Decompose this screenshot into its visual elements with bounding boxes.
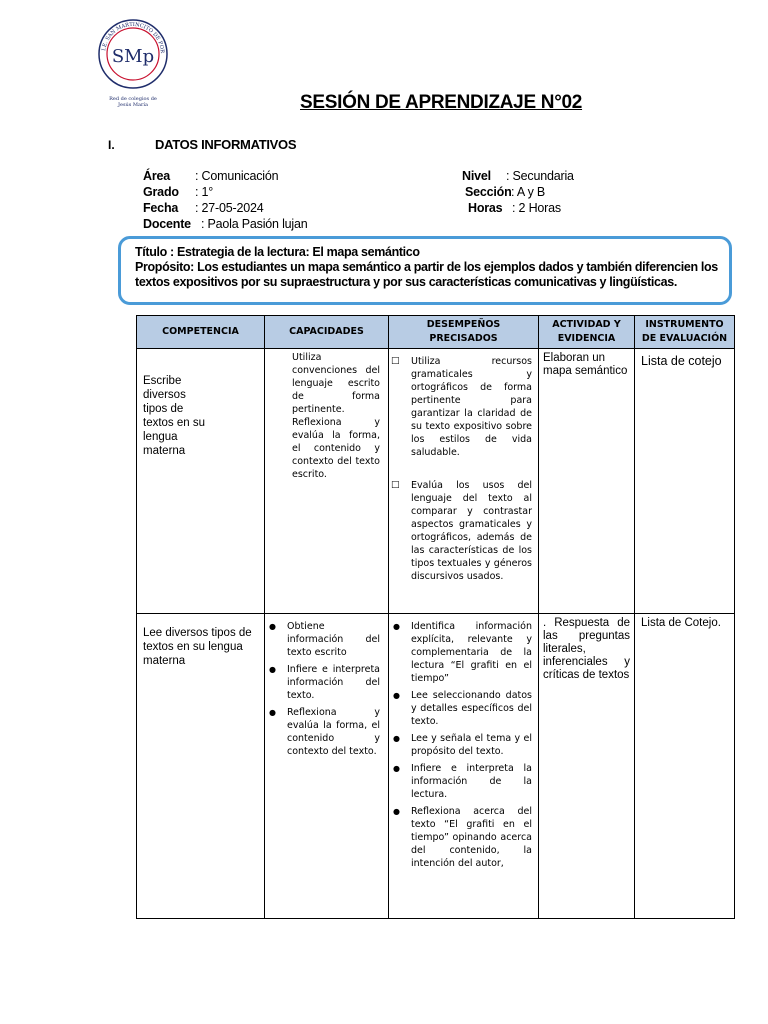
actividad-text: . Respuesta de las preguntas literales, inferenciales y críticas de textos (543, 617, 630, 681)
title-line (135, 245, 719, 260)
info-value: : 1° (195, 185, 214, 199)
school-logo (96, 12, 170, 112)
titulo-value: Estrategia de la lectura: El mapa semántico (176, 245, 420, 259)
cell-desempenos (389, 614, 539, 919)
info-label: Horas (468, 201, 503, 215)
info-value: : 27-05-2024 (195, 201, 264, 215)
info-label: Nivel (462, 169, 491, 183)
proposito-label: Propósito: (135, 260, 194, 274)
desempeno-item: ● Infiere e interpreta la información de la lectura. (389, 762, 532, 801)
cell-competencia (137, 349, 265, 614)
instrumento-text: Lista de Cotejo. (641, 617, 721, 629)
desempeno-item: □ Evalúa los usos del lenguaje del texto al comparar y contrastar aspectos gramaticales y ortográficos, además de las características de los tipos textuales y géneros discursivos usados. (389, 479, 532, 583)
info-value: : Paola Pasión lujan (201, 217, 308, 231)
logo-caption-1: Red de colegios de (109, 96, 157, 102)
info-label: Fecha (143, 201, 179, 215)
info-value: : Comunicación (195, 169, 279, 183)
desempeno-item: ● Lee y señala el tema y el propósito del texto. (389, 732, 532, 758)
cell-desempenos (389, 349, 539, 614)
capacidades-list (265, 614, 388, 758)
info-nivel (462, 168, 574, 184)
header-capacidades: CAPACIDADES (265, 316, 389, 349)
info-value: : A y B (511, 185, 546, 199)
actividad-text: Elaboran un mapa semántico (543, 352, 628, 377)
capacidad-item: ● Infiere e interpreta información del texto. (265, 663, 380, 702)
capacidad-item: ● Reflexiona y evalúa la forma, el contenido y contexto del texto. (265, 706, 380, 758)
document-title: SESIÓN DE APRENDIZAJE N°02 (300, 92, 583, 113)
cell-instrumento (635, 349, 735, 614)
cell-instrumento (635, 614, 735, 919)
info-seccion (462, 184, 574, 200)
capacidad-text: Utiliza convenciones del lenguaje escrito de forma pertinente. Reflexiona y evalúa la forma, el contenido y contexto del texto escrito. (292, 352, 380, 480)
desempeno-item: □ Utiliza recursos gramaticales y ortográficos de forma pertinente para garantizar la claridad de su texto expositivo sobre los estilos de vida saludable. (389, 355, 532, 459)
info-horas (462, 200, 574, 216)
competencia-text: Lee diversos tipos de textos en su lengua materna (143, 627, 252, 667)
table-header-row (137, 316, 735, 349)
info-value: : Secundaria (506, 169, 574, 183)
info-docente (143, 216, 308, 232)
section-number: I. (108, 138, 115, 152)
cell-capacidades (265, 349, 389, 614)
desempenos-list (389, 349, 538, 583)
proposito-value: Los estudiantes un mapa semántico a partir de los ejemplos dados y también diferencien los textos expositivos por su supraestructura y por sus características comunicativas y lingüísticas. (135, 260, 718, 289)
competencia-text: Escribe diversos tipos de textos en su lengua materna (143, 375, 206, 457)
cell-capacidades (265, 614, 389, 919)
table-row (137, 614, 735, 919)
capacidad-item: ● Obtiene información del texto escrito (265, 620, 380, 659)
info-value: : 2 Horas (512, 201, 561, 215)
desempeno-item: ● Reflexiona acerca del texto “El grafiti en el tiempo” opinando acerca del contenido, la intención del autor, (389, 805, 532, 870)
info-label: Grado (143, 185, 179, 199)
logo-ring-text: I.E. SAN MARTINCITO DE POR (101, 21, 166, 54)
cell-actividad (539, 614, 635, 919)
info-area (143, 168, 308, 184)
purpose-line (135, 260, 719, 290)
desempenos-list (389, 614, 538, 870)
header-desempenos: DESEMPEÑOS PRECISADOS (389, 316, 539, 349)
titulo-label: Título : (135, 245, 174, 259)
logo-initials: SMp (111, 46, 155, 67)
logo-caption-2: Jesús María (118, 102, 148, 108)
instrumento-text: Lista de cotejo (641, 354, 722, 368)
info-label: Docente (143, 217, 191, 231)
section-title: DATOS INFORMATIVOS (155, 137, 297, 152)
header-instrumento: INSTRUMENTO DE EVALUACIÓN (635, 316, 735, 349)
header-actividad: ACTIVIDAD Y EVIDENCIA (539, 316, 635, 349)
info-grado (143, 184, 308, 200)
header-competencia: COMPETENCIA (137, 316, 265, 349)
info-fecha (143, 200, 308, 216)
cell-actividad (539, 349, 635, 614)
competencies-table (136, 315, 735, 919)
cell-competencia (137, 614, 265, 919)
table-row (137, 349, 735, 614)
info-label: Área (143, 169, 170, 183)
title-purpose-box (118, 236, 732, 305)
info-right (462, 168, 574, 216)
desempeno-item: ● Identifica información explícita, relevante y complementaria de la lectura “El grafiti en el tiempo” (389, 620, 532, 685)
info-label: Sección (465, 185, 512, 199)
info-left (143, 168, 308, 232)
desempeno-item: ● Lee seleccionando datos y detalles específicos del texto. (389, 689, 532, 728)
